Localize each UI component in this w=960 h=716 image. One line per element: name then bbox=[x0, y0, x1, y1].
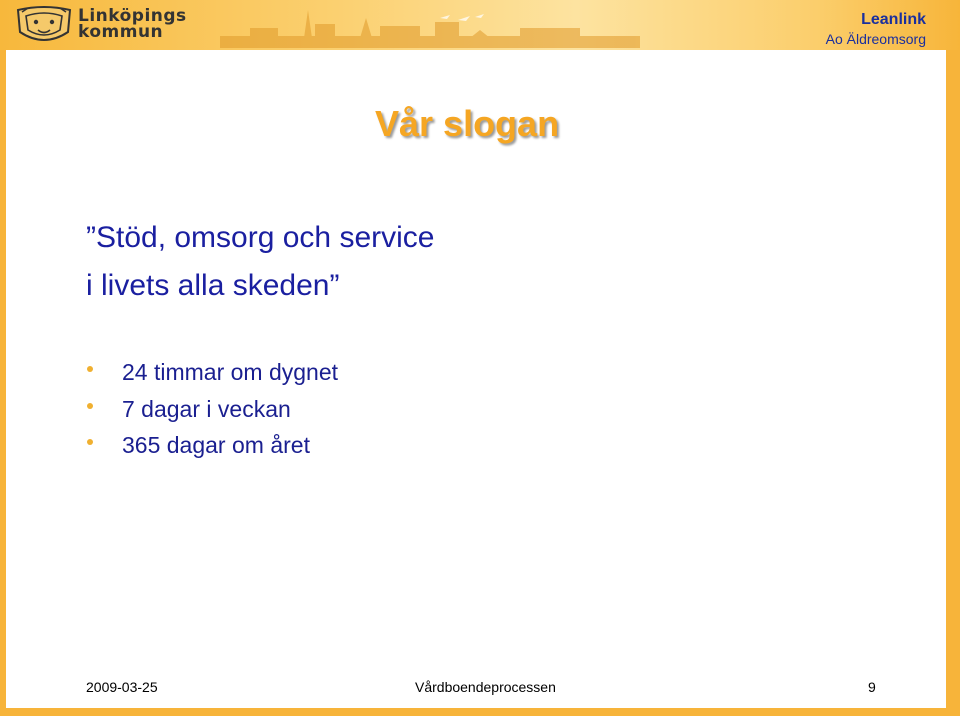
bullet-text: 365 dagar om året bbox=[122, 432, 310, 458]
slogan-line-1: ”Stöd, omsorg och service bbox=[86, 221, 435, 254]
bullet-dot-icon bbox=[87, 366, 93, 372]
bullet-dot-icon bbox=[87, 403, 93, 409]
bullet-list bbox=[86, 354, 338, 464]
bullet-item bbox=[86, 391, 338, 428]
bullet-text: 24 timmar om dygnet bbox=[122, 359, 339, 385]
bullet-item bbox=[86, 427, 338, 464]
bullet-text: 7 dagar i veckan bbox=[122, 395, 291, 422]
header-org bbox=[826, 10, 926, 48]
bullet-dot-icon bbox=[87, 439, 93, 445]
municipality-logo bbox=[14, 6, 224, 46]
slogan-line-2: i livets alla skeden” bbox=[86, 269, 340, 302]
logo-text-line1: Linköpings bbox=[78, 6, 187, 26]
header-title: Leanlink bbox=[861, 11, 926, 28]
bullet-item bbox=[86, 354, 338, 391]
slide-title: Vår slogan bbox=[375, 103, 560, 144]
page-number: 9 bbox=[868, 679, 876, 695]
frame-bottom bbox=[0, 708, 960, 716]
city-skyline-image bbox=[220, 4, 640, 48]
header-subtitle: Ao Äldreomsorg bbox=[825, 31, 926, 47]
slogan bbox=[86, 214, 434, 310]
footer-date: 2009-03-25 bbox=[86, 679, 158, 695]
frame-right bbox=[946, 50, 960, 716]
logo-text-line2: kommun bbox=[78, 22, 164, 42]
footer-title: Vårdboendeprocessen bbox=[415, 679, 556, 695]
lion-crest-icon bbox=[14, 6, 74, 46]
